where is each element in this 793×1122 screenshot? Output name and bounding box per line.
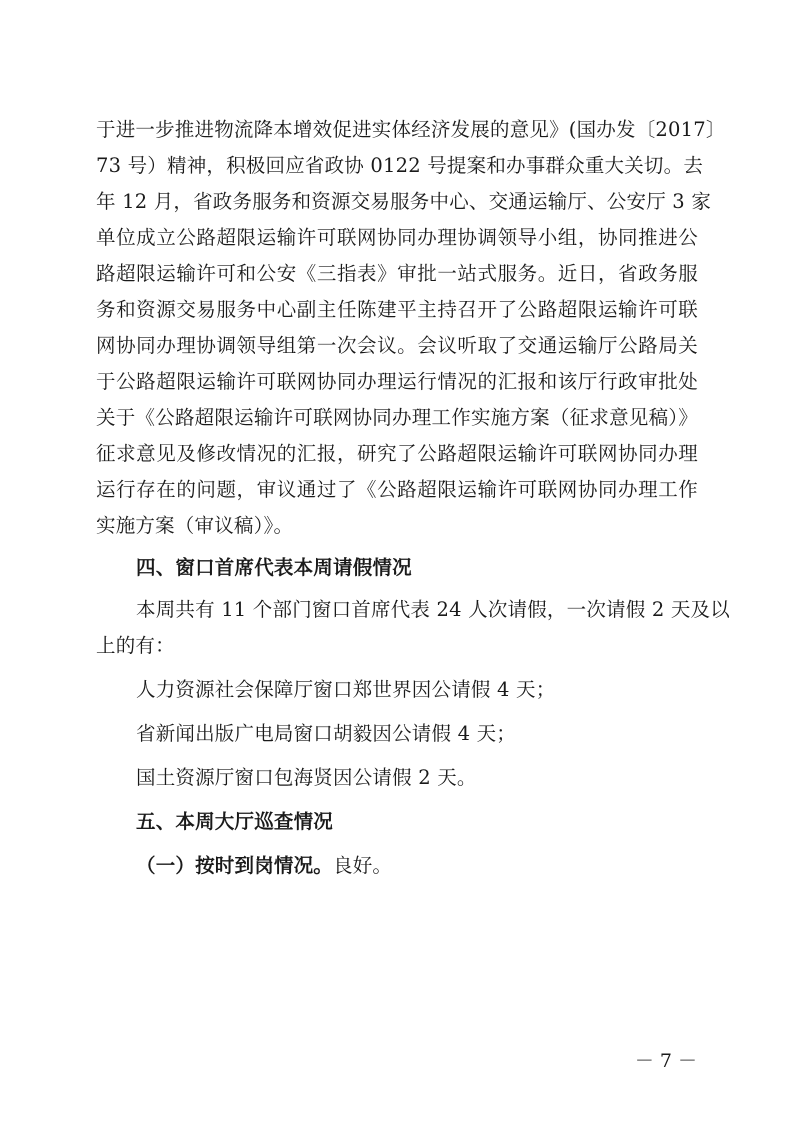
document-body (96, 112, 730, 884)
text-line: 路超限运输许可和公安《三指表》审批一站式服务。近日，省政务服 (96, 262, 698, 285)
text-line: 年 12 月，省政务服务和资源交易服务中心、交通运输厅、公安厅 3 家 (96, 190, 712, 213)
leave-item: 人力资源社会保障厅窗口郑世界因公请假 4 天； (136, 678, 556, 701)
subsection-label: （一）按时到岗情况。 (136, 854, 334, 877)
text-line: 征求意见及修改情况的汇报，研究了公路超限运输许可联网协同办理 (96, 442, 698, 465)
text-line: 网协同办理协调领导组第一次会议。会议听取了交通运输厅公路局关 (96, 334, 698, 357)
text-line: 上的有： (96, 634, 175, 657)
section-leave-report (96, 550, 730, 796)
section-heading: 四、窗口首席代表本周请假情况 (136, 556, 412, 579)
text-line: 73 号）精神，积极回应省政协 0122 号提案和办事群众重大关切。去 (96, 154, 704, 177)
leave-item: 国土资源厅窗口包海贤因公请假 2 天。 (136, 766, 477, 789)
text-line: 于公路超限运输许可联网协同办理运行情况的汇报和该厅行政审批处 (96, 370, 698, 393)
subsection-line (96, 848, 698, 884)
text-line: 务和资源交易服务中心副主任陈建平主持召开了公路超限运输许可联 (96, 298, 698, 321)
text-line: 关于《公路超限运输许可联网协同办理工作实施方案（征求意见稿）》 (96, 406, 698, 429)
text-line: 单位成立公路超限运输许可联网协同办理协调领导小组，协同推进公 (96, 226, 698, 249)
text-line: 本周共有 11 个部门窗口首席代表 24 人次请假，一次请假 2 天及以 (136, 598, 730, 621)
section-hall-inspection (96, 804, 698, 884)
text-line: 实施方案（审议稿）》。 (96, 514, 294, 537)
paragraph-transport-permit (96, 112, 726, 544)
page-number: － 7 － (634, 1050, 697, 1072)
section-heading: 五、本周大厅巡查情况 (136, 810, 334, 833)
text-line: 运行存在的问题，审议通过了《公路超限运输许可联网协同办理工作 (96, 478, 698, 501)
subsection-text: 良好。 (333, 854, 393, 877)
leave-item: 省新闻出版广电局窗口胡毅因公请假 4 天； (136, 722, 517, 745)
text-line: 于进一步推进物流降本增效促进实体经济发展的意见》(国办发〔2017〕 (96, 118, 726, 141)
